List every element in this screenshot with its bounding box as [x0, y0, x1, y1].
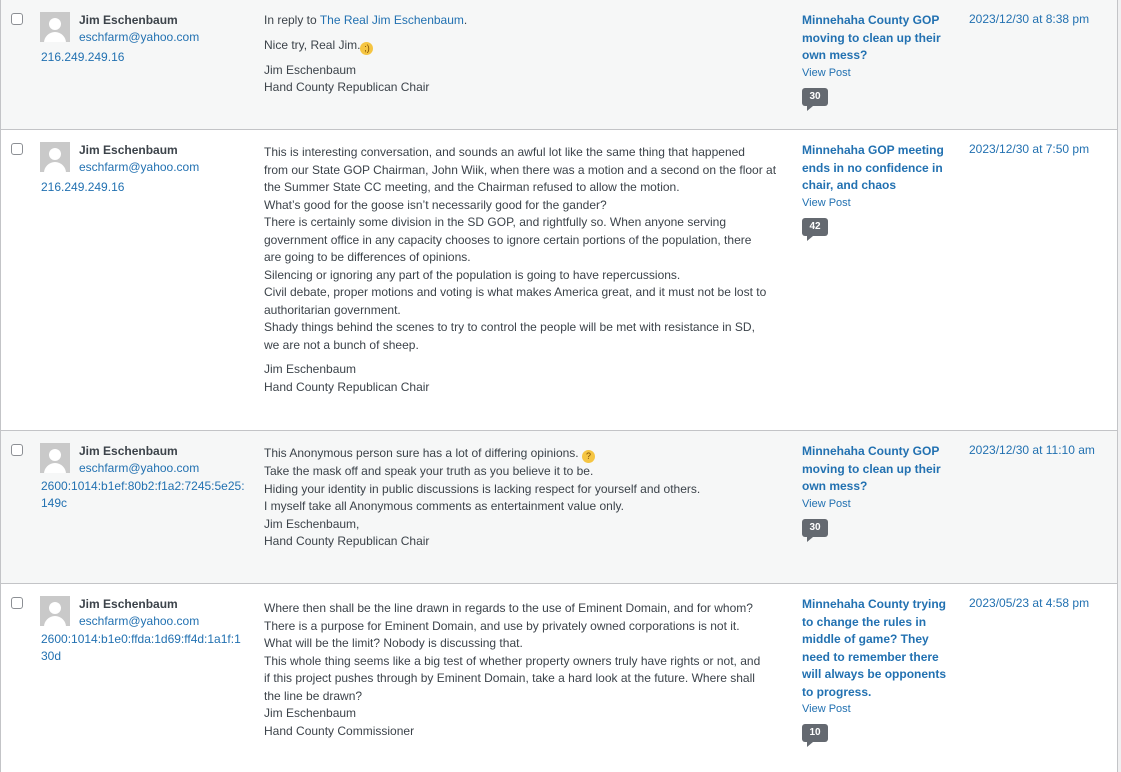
author-name: Jim Eschenbaum: [79, 444, 178, 458]
author-email-link[interactable]: eschfarm@yahoo.com: [79, 461, 200, 475]
comment-line: Jim Eschenbaum,: [264, 516, 360, 531]
author-name: Jim Eschenbaum: [79, 143, 178, 157]
comment-line: This is interesting conversation, and sounds an awful lot like the same thing that happened: [264, 145, 745, 159]
signature-name: Jim Eschenbaum: [264, 62, 357, 77]
row-checkbox[interactable]: [11, 13, 23, 25]
post-title-link[interactable]: Minnehaha County GOP moving to clean up their own mess?: [802, 444, 941, 493]
comment-line: Hand County Commissioner: [264, 723, 415, 738]
comment-line: Jim Eschenbaum: [264, 706, 357, 720]
avatar: [40, 596, 70, 626]
submitted-date-link[interactable]: 2023/12/30 at 7:50 pm: [969, 142, 1090, 156]
signature-title: Hand County Republican Chair: [264, 379, 430, 394]
comment-count-bubble[interactable]: 30: [802, 519, 828, 537]
view-post-link[interactable]: View Post: [802, 703, 851, 715]
author-email-link[interactable]: eschfarm@yahoo.com: [79, 30, 200, 44]
comment-count-bubble[interactable]: 42: [802, 218, 828, 236]
comment-text: [264, 445, 794, 551]
comment-line: Nice try, Real Jim.: [264, 37, 361, 52]
comment-line: This Anonymous person sure has a lot of differing opinions.: [264, 446, 579, 460]
comment-line: are going to be differences of opinions.: [264, 250, 471, 264]
comment-row: [1, 0, 1117, 130]
in-response-to: [802, 443, 952, 537]
avatar: [40, 142, 70, 172]
comment-line: There is certainly some division in the SD GOP, and rightfully so. When anyone serving: [264, 215, 726, 229]
view-post-link[interactable]: View Post: [802, 196, 851, 209]
comment-line: What will be the limit? Nobody is discussing that.: [264, 636, 523, 650]
comment-text: [264, 600, 794, 740]
comment-count-bubble[interactable]: 30: [802, 88, 828, 106]
comment-line: There is a purpose for Eminent Domain, and use by privately owned corporations is not it.: [264, 618, 740, 633]
in-response-to: [802, 12, 952, 106]
comment-line: Shady things behind the scenes to try to control the people will be met with resistance in SD,: [264, 320, 755, 334]
in-response-to: [802, 596, 952, 742]
post-title-link[interactable]: Minnehaha GOP meeting ends in no confidence in chair, and chaos: [802, 143, 944, 192]
signature-title: Hand County Republican Chair: [264, 80, 430, 94]
comment-line: Silencing or ignoring any part of the population is going to have repercussions.: [264, 267, 681, 282]
author-email-link[interactable]: eschfarm@yahoo.com: [79, 614, 200, 628]
comment-line: I myself take all Anonymous comments as entertainment value only.: [264, 499, 624, 513]
comment-line: Take the mask off and speak your truth as you believe it to be.: [264, 464, 594, 478]
post-title-link[interactable]: Minnehaha County trying to change the rules in middle of game? They need to remember there will always be opponents to progress.: [802, 597, 947, 699]
reply-prefix: In reply to: [264, 13, 317, 27]
author-ip-link[interactable]: 2600:1014:b1e0:ffda:1d69:ff4d:1a1f:130d: [41, 632, 241, 663]
comment-text: [264, 144, 794, 396]
comment-line: authoritarian government.: [264, 302, 401, 317]
comment-line: Hiding your identity in public discussions is lacking respect for yourself and others.: [264, 481, 701, 496]
comment-row: [1, 431, 1117, 584]
author-ip-link[interactable]: 2600:1014:b1ef:80b2:f1a2:7245:5e25:149c: [41, 479, 245, 510]
reply-parent-link[interactable]: The Real Jim Eschenbaum: [319, 13, 464, 27]
submitted-date-link[interactable]: 2023/12/30 at 8:38 pm: [969, 12, 1090, 26]
comment-line: What’s good for the goose isn’t necessarily good for the gander?: [264, 197, 607, 212]
row-checkbox[interactable]: [11, 143, 23, 155]
in-response-to: [802, 142, 952, 236]
comment-line: we are not a bunch of sheep.: [264, 337, 419, 352]
comment-row: [1, 130, 1117, 431]
row-checkbox[interactable]: [11, 444, 23, 456]
comment-row: [1, 584, 1117, 772]
view-post-link[interactable]: View Post: [802, 66, 851, 79]
view-post-link[interactable]: View Post: [802, 497, 851, 510]
comment-line: the line be drawn?: [264, 688, 363, 703]
comment-line: This whole thing seems like a big test of whether property owners truly have rights or not, and: [264, 653, 761, 668]
row-checkbox[interactable]: [11, 597, 23, 609]
comment-line: Hand County Republican Chair: [264, 534, 430, 548]
author-ip-link[interactable]: 216.249.249.16: [41, 180, 125, 194]
comment-count-bubble[interactable]: 10: [802, 724, 828, 742]
signature-name: Jim Eschenbaum: [264, 362, 357, 376]
winking-face-icon: ;): [360, 42, 373, 55]
author-name: Jim Eschenbaum: [79, 13, 178, 27]
author-ip-link[interactable]: 216.249.249.16: [41, 50, 125, 64]
avatar: [40, 443, 70, 473]
comment-line: government office in any capacity chooses to ignore certain portions of the population, there: [264, 232, 752, 247]
comment-line: from our State GOP Chairman, John Wiik, when there was a motion and a second on the floor at: [264, 162, 777, 177]
author-email-link[interactable]: eschfarm@yahoo.com: [79, 160, 200, 174]
comment-line: Civil debate, proper motions and voting is what makes America great, and it must not be lost to: [264, 285, 767, 299]
avatar: [40, 12, 70, 42]
submitted-date-link[interactable]: 2023/05/23 at 4:58 pm: [969, 596, 1090, 610]
submitted-date-link[interactable]: 2023/12/30 at 11:10 am: [969, 443, 1095, 457]
post-title-link[interactable]: Minnehaha County GOP moving to clean up their own mess?: [802, 13, 941, 62]
thinking-face-icon: ?: [582, 450, 595, 463]
comment-line: the Summer State CC meeting, and the Chairman refused to allow the motion.: [264, 180, 680, 194]
author-name: Jim Eschenbaum: [79, 597, 178, 611]
comment-line: if this project pushes through by Eminent Domain, take a hard look at the future. Where shall: [264, 671, 755, 685]
comment-line: Where then shall be the line drawn in regards to the use of Eminent Domain, and for whom?: [264, 601, 753, 615]
comment-text: In reply to The Real Jim Eschenbaum. Nice try, Real Jim. ;) Jim Eschenbaum Hand County Republican Chair: [264, 12, 794, 97]
